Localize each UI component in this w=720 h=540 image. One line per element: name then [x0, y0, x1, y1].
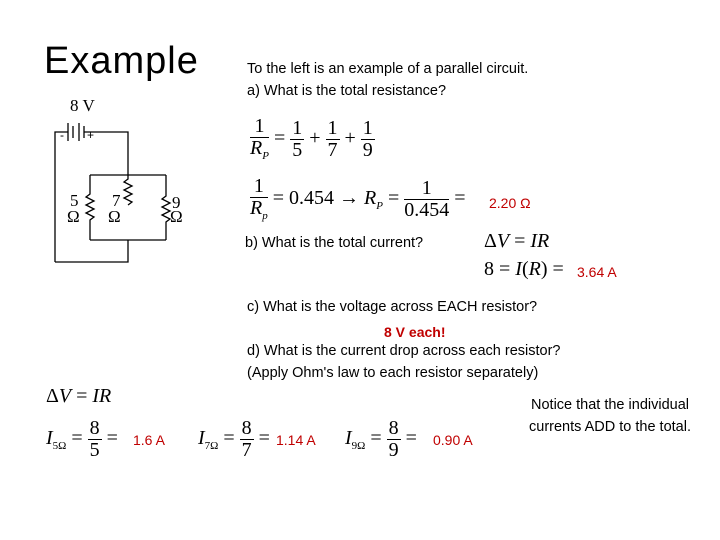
r2-value: 7 — [112, 191, 121, 210]
r1-unit: Ω — [67, 207, 80, 226]
question-a: a) What is the total resistance? — [247, 83, 447, 99]
intro-text: To the left is an example of a parallel circuit. — [247, 61, 529, 77]
r2-unit: Ω — [108, 207, 121, 226]
r3-unit: Ω — [170, 207, 183, 226]
answer-i7: 1.14 A — [276, 432, 316, 448]
answer-i9: 0.90 A — [433, 432, 473, 448]
slide-title: Example — [44, 40, 199, 82]
r3-value: 9 — [172, 193, 181, 212]
answer-i5: 1.6 A — [133, 432, 165, 448]
answer-voltage: 8 V each! — [384, 324, 446, 340]
r1-value: 5 — [70, 191, 79, 210]
question-d-note: (Apply Ohm's law to each resistor separately) — [247, 365, 539, 381]
ohms-law-equation-b: ΔV = IR — [484, 230, 550, 252]
battery-minus: - — [60, 128, 64, 142]
equation-i5: $I_{5\Omega}$ = $\frac{8}{5}$ = — [46, 417, 118, 461]
resistor-9-symbol — [162, 175, 170, 240]
equation-resistance-result: $\frac{1}{R_p}$ = $0.454 \to R_P$ = $\frac{1}{0.454}$ = — [250, 175, 466, 222]
resistor-7-symbol — [124, 175, 132, 205]
answer-resistance: 2.20 Ω — [489, 195, 531, 211]
question-d: d) What is the current drop across each resistor? — [247, 343, 561, 359]
equation-parallel-resistance: $\frac{1}{R_P}$ = $\frac{1}{5}$ + $\frac{1}{7}$ + $\frac{1}{9}$ — [250, 115, 373, 162]
resistor-5-symbol — [86, 175, 94, 240]
answer-current: 3.64 A — [577, 264, 617, 280]
ohms-law-equation-d: ΔV = IR — [46, 385, 112, 407]
equation-i7: $I_{7\Omega}$ = $\frac{8}{7}$ = — [198, 417, 270, 461]
battery-plus: + — [87, 128, 95, 142]
battery-voltage-label: 8 V — [70, 96, 95, 115]
left-wire — [55, 132, 68, 262]
question-c: c) What is the voltage across EACH resistor? — [247, 299, 538, 315]
equation-i9: $I_{9\Omega}$ = $\frac{8}{9}$ = — [345, 417, 417, 461]
current-equation: 8 = I(R) = — [484, 258, 564, 280]
summary-note: Notice that the individual currents ADD to the total. — [529, 397, 691, 435]
question-b: b) What is the total current? — [245, 235, 424, 251]
bottom-wire — [55, 240, 128, 262]
